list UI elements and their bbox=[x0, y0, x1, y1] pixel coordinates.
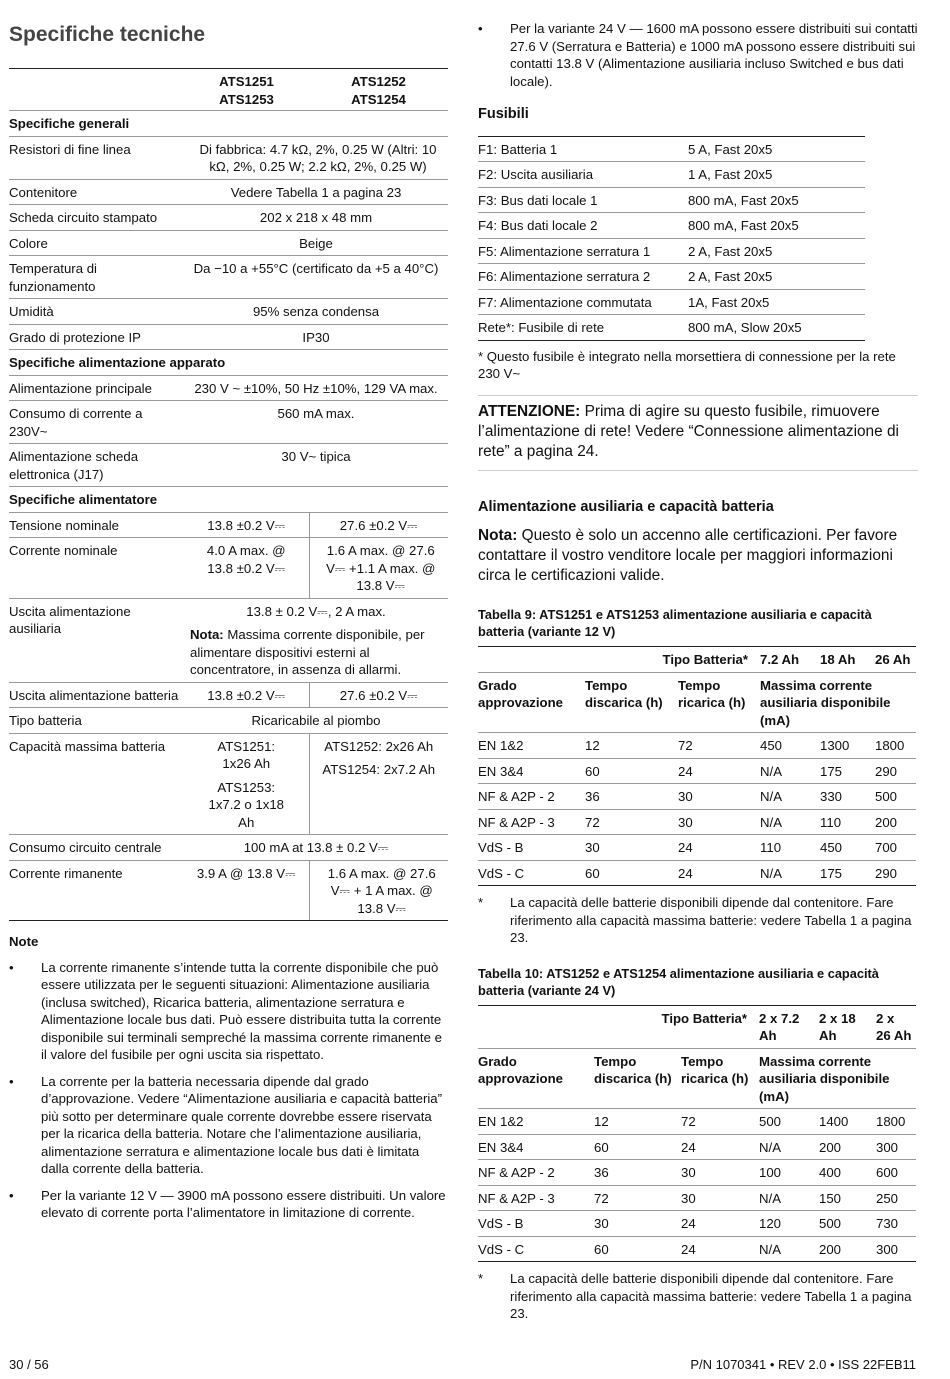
tipo-batteria-label: Tipo Batteria* bbox=[478, 1005, 759, 1048]
spec-label: Alimentazione principale bbox=[9, 375, 184, 401]
section-general: Specifiche generali bbox=[9, 111, 448, 137]
section-psu: Specifiche alimentatore bbox=[9, 487, 448, 513]
table-row: NF & A2P - 3 72 30 N/A 150 250 bbox=[478, 1185, 916, 1211]
left-column bbox=[9, 20, 448, 1231]
note-item: • La corrente per la batteria necessaria dipende dal grado d’approvazione. Vedere “Alimentazione ausiliaria e capacità batteria” più sotto per determinare quale corrente dovrebbe essere riservata per la ricarica della batteria. Notare che l’alimentazione ausiliaria, alimentazione serratura e alimentazione locale bus dati è limitata dalla corrente della batteria. bbox=[9, 1073, 448, 1178]
page-number: 30 / 56 bbox=[9, 1357, 49, 1372]
table9-footnote-list bbox=[478, 894, 918, 947]
spec-label: Corrente rimanente bbox=[9, 860, 184, 921]
table-row: VdS - B 30 24 120 500 730 bbox=[478, 1211, 916, 1237]
spec-value-b: 1.6 A max. @ 27.6 V⎓ +1.1 A max. @ 13.8 V⎓ bbox=[309, 538, 448, 599]
spec-value: 230 V ~ ±10%, 50 Hz ±10%, 129 VA max. bbox=[184, 375, 448, 401]
spec-value-b: 27.6 ±0.2 V⎓ bbox=[309, 512, 448, 538]
cap-header: 7.2 Ah bbox=[760, 647, 820, 673]
notes-heading: Note bbox=[9, 934, 39, 949]
table-row: NF & A2P - 2 36 30 100 400 600 bbox=[478, 1160, 916, 1186]
spec-value: Vedere Tabella 1 a pagina 23 bbox=[184, 179, 448, 205]
col-header: Tempo ricarica (h) bbox=[678, 672, 760, 733]
spec-value: IP30 bbox=[184, 324, 448, 350]
col-header-ats1251: ATS1251 ATS1253 bbox=[184, 69, 309, 111]
spec-value-a: 13.8 ±0.2 V⎓ bbox=[184, 512, 309, 538]
fuses-heading: Fusibili bbox=[478, 106, 529, 122]
note-item: • Per la variante 24 V — 1600 mA possono essere distribuiti sui contatti 27.6 V (Serratura e Batteria) e 1000 mA possono essere distribuiti sui contatti 13.8 V (Alimentazione ausiliaria incluso Switched e bus dati locale). bbox=[478, 20, 918, 90]
table-row: EN 3&4 60 24 N/A 200 300 bbox=[478, 1134, 916, 1160]
spec-value-a: 13.8 ±0.2 V⎓ bbox=[184, 682, 309, 708]
note-item: • Per la variante 12 V — 3900 mA possono essere distribuiti. Un valore elevato di corrente porta l’alimentatore in limitazione di corrente. bbox=[9, 1187, 448, 1222]
fuse-row: F3: Bus dati locale 1 800 mA, Fast 20x5 bbox=[478, 187, 865, 213]
cap-header: 2 x 7.2 Ah bbox=[759, 1005, 819, 1048]
spec-value: 30 V~ tipica bbox=[184, 444, 448, 487]
spec-label: Corrente nominale bbox=[9, 538, 184, 599]
col-header: Massima corrente ausiliaria disponibile (mA) bbox=[759, 1048, 916, 1109]
warning-box bbox=[478, 395, 918, 471]
spec-note: Nota: Massima corrente disponibile, per alimentare dispositivi esterni al concentratore, in assenza di allarmi. bbox=[190, 627, 425, 677]
cap-header: 2 x 26 Ah bbox=[876, 1005, 916, 1048]
spec-label: Uscita alimentazione ausiliaria bbox=[9, 598, 184, 682]
col-header: Tempo ricarica (h) bbox=[681, 1048, 759, 1109]
spec-value: 202 x 218 x 48 mm bbox=[184, 205, 448, 231]
spec-value-a2: ATS1253: 1x7.2 o 1x18 Ah bbox=[208, 779, 285, 830]
table9-footnote: * La capacità delle batterie disponibili dipende dal contenitore. Fare riferimento alla capacità massima batterie: vedere Tabella 1 a pagina 23. bbox=[478, 894, 918, 947]
spec-label: Resistori di fine linea bbox=[9, 136, 184, 179]
note-item: • La corrente rimanente s’intende tutta la corrente disponibile che può essere utilizzata per le seguenti situazioni: Alimentazione ausiliaria (inclusa switched), Ricarica batteria, alimentazione serratura e Alimentazione locale bus dati. Può essere distribuita tutta la corrente disponibile sui terminali sempreché la massima corrente rimanente e il valore del fusibile per ogni uscita sia rispettato. bbox=[9, 959, 448, 1064]
aux-heading: Alimentazione ausiliaria e capacità batteria bbox=[478, 498, 774, 515]
spec-label: Consumo di corrente a 230V~ bbox=[9, 401, 184, 444]
right-column bbox=[478, 20, 918, 1332]
spec-value: Ricaricabile al piombo bbox=[184, 708, 448, 734]
spec-value-b: 27.6 ±0.2 V⎓ bbox=[309, 682, 448, 708]
spec-table bbox=[9, 68, 448, 921]
aux-note: Nota: Questo è solo un accenno alle certificazioni. Per favore contattare il vostro venditore locale per maggiori informazioni circa le certificazioni valide. bbox=[478, 527, 898, 584]
fuse-row: F2: Uscita ausiliaria 1 A, Fast 20x5 bbox=[478, 162, 865, 188]
section-power: Specifiche alimentazione apparato bbox=[9, 350, 448, 376]
spec-value-b1: ATS1252: 2x26 Ah bbox=[324, 738, 434, 754]
notes-list-cont bbox=[478, 20, 918, 90]
table-row: NF & A2P - 2 36 30 N/A 330 500 bbox=[478, 784, 916, 810]
fuse-row: F6: Alimentazione serratura 2 2 A, Fast 20x5 bbox=[478, 264, 865, 290]
col-header: Massima corrente ausiliaria disponibile (mA) bbox=[760, 672, 916, 733]
table-row: EN 3&4 60 24 N/A 175 290 bbox=[478, 758, 916, 784]
table10 bbox=[478, 1005, 916, 1263]
spec-value-a: 4.0 A max. @ 13.8 ±0.2 V⎓ bbox=[184, 538, 309, 599]
spec-label: Tensione nominale bbox=[9, 512, 184, 538]
spec-label: Alimentazione scheda elettronica (J17) bbox=[9, 444, 184, 487]
table-row: NF & A2P - 3 72 30 N/A 110 200 bbox=[478, 809, 916, 835]
spec-label: Capacità massima batteria bbox=[9, 733, 184, 835]
cap-header: 18 Ah bbox=[820, 647, 875, 673]
spec-value: 560 mA max. bbox=[184, 401, 448, 444]
tipo-batteria-label: Tipo Batteria* bbox=[478, 647, 760, 673]
cap-header: 2 x 18 Ah bbox=[819, 1005, 876, 1048]
spec-value: 100 mA at 13.8 ± 0.2 V⎓ bbox=[184, 835, 448, 861]
spec-value: 13.8 ± 0.2 V⎓, 2 A max. bbox=[246, 603, 386, 619]
warning-text: Prima di agire su questo fusibile, rimuovere l’alimentazione di rete! Vedere “Connessione alimentazione di rete” a pagina 24. bbox=[478, 402, 899, 460]
fuses-table bbox=[478, 136, 865, 341]
fuse-row: Rete*: Fusibile di rete 800 mA, Slow 20x5 bbox=[478, 315, 865, 341]
spec-label: Temperatura di funzionamento bbox=[9, 256, 184, 299]
spec-label: Colore bbox=[9, 230, 184, 256]
fuse-row: F5: Alimentazione serratura 1 2 A, Fast 20x5 bbox=[478, 238, 865, 264]
fuses-footnote: * Questo fusibile è integrato nella morsettiera di connessione per la rete 230 V~ bbox=[478, 348, 896, 381]
table9-caption: Tabella 9: ATS1251 e ATS1253 alimentazione ausiliaria e capacità batteria (variante 12 V) bbox=[478, 607, 872, 639]
spec-label: Tipo batteria bbox=[9, 708, 184, 734]
table10-footnote: * La capacità delle batterie disponibili dipende dal contenitore. Fare riferimento alla capacità massima batterie: vedere Tabella 1 a pagina 23. bbox=[478, 1270, 918, 1323]
spec-label: Umidità bbox=[9, 299, 184, 325]
spec-value-a1: ATS1251: 1x26 Ah bbox=[217, 738, 276, 771]
spec-value: Beige bbox=[184, 230, 448, 256]
spec-label: Uscita alimentazione batteria bbox=[9, 682, 184, 708]
table-row: EN 1&2 12 72 450 1300 1800 bbox=[478, 733, 916, 759]
col-header: Grado approvazione bbox=[478, 1048, 594, 1109]
table-row: VdS - C 60 24 N/A 200 300 bbox=[478, 1236, 916, 1262]
cap-header: 26 Ah bbox=[875, 647, 916, 673]
spec-label: Consumo circuito centrale bbox=[9, 835, 184, 861]
table-row: VdS - C 60 24 N/A 175 290 bbox=[478, 860, 916, 886]
spec-label: Contenitore bbox=[9, 179, 184, 205]
table-row: EN 1&2 12 72 500 1400 1800 bbox=[478, 1109, 916, 1135]
spec-value-a: 3.9 A @ 13.8 V⎓ bbox=[184, 860, 309, 921]
warning-label: ATTENZIONE: bbox=[478, 402, 581, 420]
spec-value: Di fabbrica: 4.7 kΩ, 2%, 0.25 W (Altri: 10 kΩ, 2%, 0.25 W; 2.2 kΩ, 2%, 0.25 W) bbox=[184, 136, 448, 179]
spec-value-b: 1.6 A max. @ 27.6 V⎓ + 1 A max. @ 13.8 V⎓ bbox=[309, 860, 448, 921]
spec-value: 95% senza condensa bbox=[184, 299, 448, 325]
table10-footnote-list bbox=[478, 1270, 918, 1323]
fuse-row: F4: Bus dati locale 2 800 mA, Fast 20x5 bbox=[478, 213, 865, 239]
spec-value: Da −10 a +55°C (certificato da +5 a 40°C) bbox=[184, 256, 448, 299]
table9 bbox=[478, 646, 916, 886]
notes-list bbox=[9, 959, 448, 1222]
spec-label: Scheda circuito stampato bbox=[9, 205, 184, 231]
fuse-row: F7: Alimentazione commutata 1A, Fast 20x5 bbox=[478, 289, 865, 315]
table10-caption: Tabella 10: ATS1252 e ATS1254 alimentazione ausiliaria e capacità batteria (variante 24 V) bbox=[478, 965, 879, 998]
page-title: Specifiche tecniche bbox=[9, 23, 206, 46]
doc-id: P/N 1070341 • REV 2.0 • ISS 22FEB11 bbox=[690, 1357, 916, 1372]
col-header: Grado approvazione bbox=[478, 672, 585, 733]
col-header: Tempo discarica (h) bbox=[594, 1048, 681, 1109]
col-header: Tempo discarica (h) bbox=[585, 672, 678, 733]
spec-value-b2: ATS1254: 2x7.2 Ah bbox=[322, 762, 436, 777]
spec-label: Grado di protezione IP bbox=[9, 324, 184, 350]
col-header-ats1252: ATS1252 ATS1254 bbox=[309, 69, 448, 111]
table-row: VdS - B 30 24 110 450 700 bbox=[478, 835, 916, 861]
fuse-row: F1: Batteria 1 5 A, Fast 20x5 bbox=[478, 136, 865, 162]
